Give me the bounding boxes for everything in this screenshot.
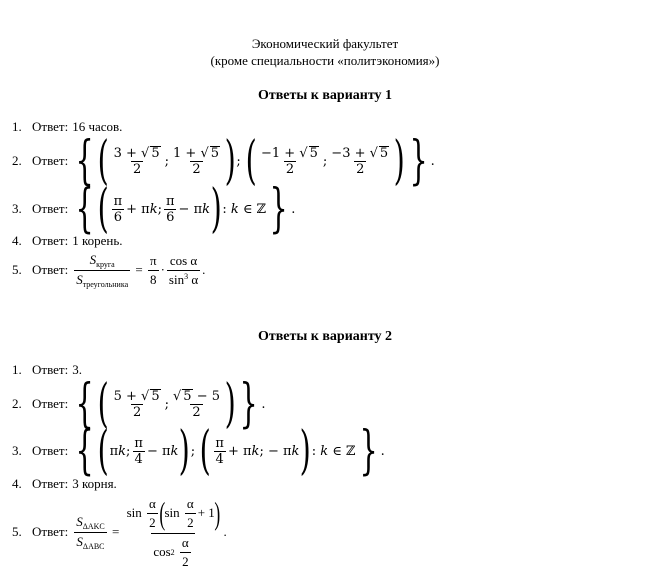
v2-answer-1-text: 3.: [72, 362, 82, 377]
v2-answer-2-formula: { ( $\frac{5 + √ 5}{2}$ ; $\frac{√ 5 - 5}{2}$ ) } .: [75, 374, 266, 434]
v2-answer-4-text: 3 корня.: [72, 476, 117, 491]
faculty-subtitle: (кроме специальности «политэкономия»): [210, 53, 440, 68]
v2-answer-3: 3. Ответ: { ( π k ; $\frac{\pi}{4}$ − π k ) ; ( $\frac{\pi}{4}$ + π k ; − π k ) : k ∈ ℤ } .: [12, 421, 385, 481]
v1-answer-1-text: 16 часов.: [72, 119, 123, 134]
v1-answer-2: 2. Ответ: { ( $\frac{3 + √ 5}{2}$ ; $\frac{1 + √ 5}{2}$ ) ; ( $\frac{-1 + √ 5}{2}$ ; $\frac{-3 + √ 5}{2}$ ) } .: [12, 131, 435, 191]
v1-answer-5-formula: $\frac{S_{круга}}{S_{треугольника}}$ = $\frac{\pi}{8}$ · $\frac{\text{cos α}}{\sin^3 \alpha}$ .: [76, 251, 206, 289]
faculty-title: Экономический факультет: [251, 36, 399, 51]
v1-answer-4-text: 1 корень.: [72, 233, 123, 248]
v2-answer-4: 4. Ответ: 3 корня.: [12, 476, 117, 491]
v1-answer-2-formula: { ( $\frac{3 + √ 5}{2}$ ; $\frac{1 + √ 5}{2}$ ) ; ( $\frac{-1 + √ 5}{2}$ ; $\frac{-3 + √ 5}{2}$ ) } .: [75, 131, 435, 191]
v2-answer-5: 5. Ответ: $\frac{S_{\Delta AKC}}{S_{\Delta ABC}}$ = sin $\frac{\alpha}{2}$ ( sin $\frac{\alpha}{2}$ + 1 ) cos 2 $\frac{\alpha}{2}$ .: [12, 494, 227, 569]
v1-answer-4: 4. Ответ: 1 корень.: [12, 233, 123, 248]
variant2-title: Ответы к варианту 2: [257, 329, 393, 344]
v1-answer-1: 1. Ответ: 16 часов.: [12, 119, 123, 134]
v2-answer-3-formula: { ( π k ; $\frac{\pi}{4}$ − π k ) ; ( $\frac{\pi}{4}$ + π k ; − π k ) : k ∈ ℤ } .: [75, 421, 385, 481]
v1-answer-5: 5. Ответ: $\frac{S_{круга}}{S_{треугольника}}$ = $\frac{\pi}{8}$ · $\frac{\text{cos α}}{\sin^3 \alpha}$ .: [12, 251, 206, 289]
variant1-title: Ответы к варианту 1: [257, 88, 393, 103]
v2-answer-1: 1. Ответ: 3.: [12, 362, 82, 377]
v2-answer-5-formula: $\frac{S_{\Delta AKC}}{S_{\Delta ABC}}$ = sin $\frac{\alpha}{2}$ ( sin $\frac{\alpha}{2}$ + 1 ) cos 2 $\frac{\alpha}{2}$ .: [76, 494, 227, 569]
v2-answer-2: 2. Ответ: { ( $\frac{5 + √ 5}{2}$ ; $\frac{√ 5 - 5}{2}$ ) } .: [12, 374, 266, 434]
v1-answer-3: 3. Ответ: { ( $\frac{\pi}{6}$ + π k ; $\frac{\pi}{6}$ − π k ) : k ∈ ℤ } .: [12, 179, 296, 239]
v1-answer-3-formula: { ( $\frac{\pi}{6}$ + π k ; $\frac{\pi}{6}$ − π k ) : k ∈ ℤ } .: [75, 179, 296, 239]
